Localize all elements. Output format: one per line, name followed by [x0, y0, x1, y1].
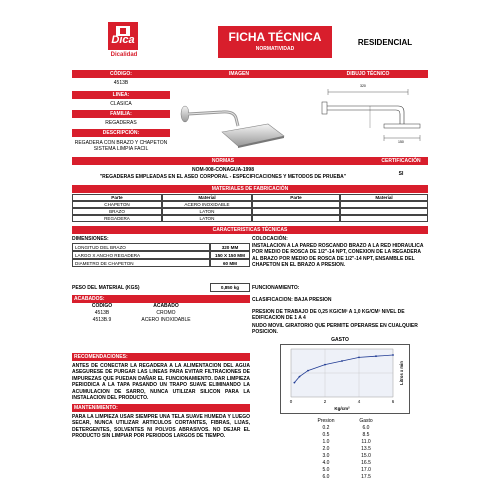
clasificacion-text: CLASIFICACION: BAJA PRESION: [252, 297, 332, 303]
gasto-presion-cell: 5.0: [322, 467, 330, 473]
dibujo-header: DIBUJO TÉCNICO: [308, 70, 428, 78]
gasto-presion-cell: 0.2: [322, 425, 330, 431]
gasto-value-cell: 17.0: [361, 467, 371, 473]
mat-row-empty: [340, 215, 428, 222]
data-point: [299, 376, 301, 378]
mantenimiento-text: PARA LA LIMPIEZA USAR SIEMPRE UNA TELA SUAVE HUMEDA Y LUEGO SECAR, NUNCA UTILIZAR ARTICULOS CORTANTES, FIBRAS, LIJAS, DETERGENTES, SOLVENTES NI POLVOS ABRASIVOS. NO DEJAR EL PRODUCTO SIN LIMPIAR POR PERIODOS LARGOS DE TIEMPO.: [72, 414, 250, 440]
acab-row-codigo: 4513B.9: [92, 317, 112, 323]
recomendaciones-label: RECOMENDACIONES:: [74, 354, 128, 360]
acab-row-codigo: 4513B: [94, 310, 110, 316]
presion-text: PRESION DE TRABAJO DE 0,25 KG/CM² A 1,0 KG/CM² NIVEL DE EDIFICACION DE 1 A 4: [252, 309, 405, 322]
x-tick-label: 6: [391, 399, 395, 404]
colocacion-text: INSTALACION A LA PARED ROSCANDO BRAZO A LA RED HIDRAULICA POR MEDIO DE ROSCA DE 1/2"-14 NPT, CONEXION DE LA REGADERA AL BRAZO POR MEDIO DE ROSCA DE 1/2"-14 NPT, ENSAMBLE DEL CHAPETON EN EL BRAZO A PRESION.: [252, 243, 424, 269]
drawing-dim-bottom: 150: [398, 140, 404, 144]
acabados-header: [72, 295, 250, 303]
chart-title: GASTO: [331, 337, 349, 343]
mat-col-material-1: Material: [162, 194, 252, 201]
data-point: [358, 357, 360, 359]
brand-logo: [100, 22, 148, 62]
data-point: [341, 360, 343, 362]
descripcion-header: DESCRIPCIÓN:: [72, 129, 170, 137]
mantenimiento-label: MANTENIMIENTO:: [74, 405, 118, 411]
gasto-presion-cell: 3.0: [322, 453, 330, 459]
mat-row-material: LATON: [162, 215, 252, 222]
normas-text: "REGADERAS EMPLEADAS EN EL ASEO CORPORAL - ESPECIFICACIONES Y METODOS DE PRUEBA": [99, 174, 347, 180]
codigo-value: 4513B: [113, 80, 129, 86]
descripcion-value: REGADERA CON BRAZO Y CHAPETON SISTEMA LIMPIA FACIL: [74, 140, 168, 153]
mat-row-parte: BRAZO: [72, 208, 162, 215]
peso-value: 0,850 kg: [210, 283, 250, 292]
gasto-value-cell: 11.0: [361, 439, 371, 445]
data-point: [294, 382, 296, 384]
mat-col-parte-2: Parte: [252, 194, 340, 201]
acab-row-acabado: ACERO INOXIDABLE: [141, 317, 191, 323]
gasto-value-cell: 6.0: [362, 425, 370, 431]
x-axis-label: Kg/cm²: [334, 406, 350, 411]
acab-col-codigo: CODIGO: [91, 303, 113, 309]
title-banner: [218, 26, 332, 58]
gasto-value-cell: 8.5: [362, 432, 370, 438]
normas-code: NOM-008-CONAGUA-1998: [192, 167, 254, 173]
colocacion-label: COLOCACIÓN:: [252, 236, 288, 242]
x-tick-label: 0: [289, 399, 293, 404]
mat-row-parte: CHAPETON: [72, 201, 162, 208]
category-label: RESIDENCIAL: [357, 38, 413, 47]
y-axis-label: Litros x min: [399, 361, 404, 385]
gasto-value-cell: 15.0: [361, 453, 371, 459]
dim-label: LARGO X ANCHO REGADERA: [72, 251, 210, 259]
recomendaciones-header: [72, 353, 250, 361]
mat-row-empty: [252, 215, 340, 222]
recomendaciones-text: ANTES DE CONECTAR LA REGADERA A LA ALIMENTACION DEL AGUA ASEGURESE DE PURGAR LAS LINEAS PARA EVITAR FILTRACIONES DE IMPUREZAS QUE PUEDAN DAÑAR EL FUNCIONAMIENTO. DAR LIMPIEZA PERIODICA A LA TAPA PASANDO UN TRAPO SUAVE ELIMINANDO LA ACUMULACION DE SARRO, NUNCA UTILIZAR SILICON PARA LA INSTALACION DEL PRODUCTO.: [72, 363, 250, 402]
certificacion-header: CERTIFICACIÓN: [374, 157, 428, 165]
data-point: [392, 354, 394, 356]
mantenimiento-header: [72, 404, 250, 412]
brand-name: Dica: [111, 34, 135, 46]
normas-header: NORMAS: [72, 157, 374, 165]
data-point: [375, 355, 377, 357]
familia-value: REGADERAS: [105, 120, 137, 126]
dim-value: 60 MM: [210, 259, 250, 267]
mat-col-material-2: Material: [340, 194, 428, 201]
mat-row-material: ACERO INOXIDABLE: [162, 201, 252, 208]
gasto-presion-cell: 1.0: [322, 439, 330, 445]
mat-row-empty: [340, 201, 428, 208]
acab-row-acabado: CROMO: [156, 310, 176, 316]
dim-value: 150 X 150 MM: [210, 251, 250, 259]
technical-drawing: [310, 80, 428, 150]
gasto-value-cell: 17.5: [361, 474, 371, 480]
familia-header: FAMILIA:: [72, 110, 170, 118]
gasto-presion-cell: 6.0: [322, 474, 330, 480]
gasto-presion-cell: 4.0: [322, 460, 330, 466]
mat-col-parte-1: Parte: [72, 194, 162, 201]
gasto-col-presion: Presion: [317, 418, 335, 424]
dim-label: LONGITUD DEL BRAZO: [72, 243, 210, 251]
mat-row-empty: [252, 208, 340, 215]
chart-frame: [280, 344, 410, 414]
linea-value: CLASICA: [110, 101, 132, 107]
gasto-presion-cell: 0.5: [322, 432, 330, 438]
brand-subtitle: Dicalidad: [110, 52, 138, 58]
x-tick-label: 4: [357, 399, 361, 404]
page-title: FICHA TÉCNICA: [228, 30, 322, 44]
shower-head-icon: [172, 80, 306, 150]
data-point: [324, 364, 326, 366]
drawing-dim-top: 320: [360, 84, 366, 88]
gasto-chart: [281, 345, 411, 415]
peso-label: PESO DEL MATERIAL (KGS): [72, 285, 140, 291]
acab-col-acabado: ACABADO: [153, 303, 179, 309]
gasto-presion-cell: 2.0: [322, 446, 330, 452]
linea-header: LINEA:: [72, 91, 170, 99]
product-image: [172, 80, 306, 150]
gasto-value-cell: 13.5: [361, 446, 371, 452]
data-point: [307, 370, 309, 372]
funcionamiento-label: FUNCIONAMIENTO:: [252, 285, 300, 291]
dim-label: DIAMETRO DE CHAPETON: [72, 259, 210, 267]
mat-row-empty: [252, 201, 340, 208]
mat-row-empty: [340, 208, 428, 215]
x-tick-label: 2: [323, 399, 327, 404]
imagen-header: IMAGEN: [170, 70, 308, 78]
certificacion-value: SI: [398, 171, 404, 177]
nudo-text: NUDO MOVIL GIRATORIO QUE PERMITE OPERARSE EN CUALQUIER POSICION.: [252, 323, 418, 336]
acabados-label: ACABADOS:: [74, 296, 105, 302]
dim-value: 320 MM: [210, 243, 250, 251]
materiales-header: MATERIALES DE FABRICACIÓN: [72, 185, 428, 193]
drawing-diagram: [310, 80, 428, 150]
codigo-header: CÓDIGO:: [72, 70, 170, 78]
gasto-col-gasto: Gasto: [359, 418, 373, 424]
page-subtitle: NORMATIVIDAD: [255, 46, 295, 52]
gasto-value-cell: 16.5: [361, 460, 371, 466]
caracteristicas-header: CARACTERISTICAS TÉCNICAS: [72, 226, 428, 234]
mat-row-parte: REGADERA: [72, 215, 162, 222]
mat-row-material: LATON: [162, 208, 252, 215]
dimensiones-label: DIMENSIONES:: [72, 236, 109, 242]
